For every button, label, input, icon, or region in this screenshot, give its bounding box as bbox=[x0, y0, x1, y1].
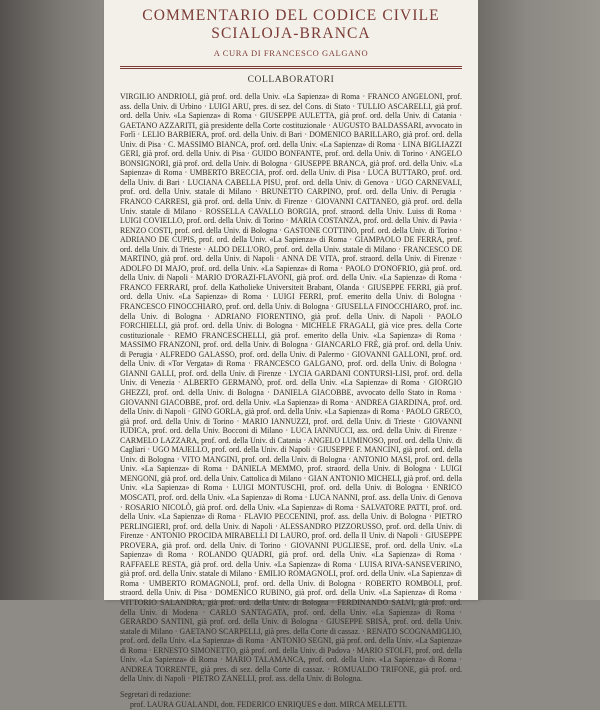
right-background bbox=[478, 0, 600, 600]
collaborators-list: VIRGILIO ANDRIOLI, già prof. ord. della Univ. «La Sapienza» di Roma · FRANCO ANGELONI, prof. ass. della Univ. di Urbino · LUIGI ARU, pres. di sez. del Cons. di Stato · TULLIO ASCARELLI, già prof. ord. della Univ. «La Sapienza» di Roma · GIUSEPPE AULETTA, già prof. ord. della Univ. di Catania · GAETANO AZZARITI, già presidente della Corte costituzionale · AUGUSTO BALDASSARI, avvocato in Forlì · LELIO BARBIERA, prof. ord. della Univ. di Bari · DOMENICO BARILLARO, già prof. ord. della Univ. di Pisa · C. MASSIMO BIANCA, prof. ord. della Univ. «La Sapienza» di Roma · LINA BIGLIAZZI GERI, già prof. ord. della Univ. di Pisa · GUIDO BONFANTE, prof. ord. della Univ. di Torino · ANGELO BONSIGNORI, già prof. ord. della Univ. di Bologna · GIUSEPPE BRANCA, già prof. ord. della Univ. «La Sapienza» di Roma · UMBERTO BRECCIA, prof. ord. della Univ. di Pisa · LUCA BUTTARO, prof. ord. della Univ. di Bari · LUCIANA CABELLA PISU, prof. ord. della Univ. di Genova · UGO CARNEVALI, prof. ord. della Univ. statale di Milano · BRUNETTO CARPINO, prof. ord. della Univ. di Perugia · FRANCO CARRESI, già prof. ord. della Univ. di Firenze · GIOVANNI CATTANEO, già prof. ord. della Univ. statale di Milano · ROSSELLA CAVALLO BORGIA, prof. straord. della Univ. Luiss di Roma · LUIGI COVIELLO, prof. ord. della Univ. di Torino · MARIA COSTANZA, prof. ord. della Univ. di Pavia · RENZO COSTI, prof. ord. della Univ. di Bologna · GASTONE COTTINO, prof. ord. della Univ. di Torino · ADRIANO DE CUPIS, prof. ord. della Univ. «La Sapienza» di Roma · GIAMPAOLO DE FERRA, prof. ord. della Univ. di Trieste · ALDO DELL'ORO, prof. ord. della Univ. statale di Milano · FRANCESCO DE MARTINO, già prof. ord. della Univ. di Napoli · ANNA DE VITA, prof. straord. della Univ. di Firenze · ADOLFO DI MAJO, prof. ord. della Univ. «La Sapienza» di Roma · PAOLO D'ONOFRIO, già prof. ord. della Univ. di Napoli · MARIO D'ORAZI-FLAVONI, già prof. ord. della Univ. «La Sapienza» di Roma · FRANCO FERRARI, prof. della Katholieke Universiteit Brabant, Olanda · GIUSEPPE FERRI, già prof. ord. della Univ. «La Sapienza» di Roma · LUIGI FERRI, prof. emerito della Univ. di Bologna · FRANCESCO FINOCCHIARO, prof. ord. della Univ. di Bologna · GIUSELLA FINOCCHIARO, prof. inc. della Univ. di Bologna · ADRIANO FIORENTINO, già prof. della Univ. di Napoli · PAOLO FORCHIELLI, già prof. ord. della Univ. di Bologna · MICHELE FRAGALI, già vice pres. della Corte costituzionale · REMO FRANCESCHELLI, già prof. emerito della Univ. «La Sapienza» di Roma · MASSIMO FRANZONI, prof. ord. della Univ. di Bologna · GIANCARLO FRÈ, già prof. ord. della Univ. di Perugia · ALFREDO GALASSO, prof. ord. della Univ. di Palermo · GIOVANNI GALLONI, prof. ord. della Univ. di «Tor Vergata» di Roma · FRANCESCO GALGANO, prof. ord. della Univ. di Bologna · GIANNI GALLI, prof. ord. della Univ. di Firenze · LYCIA GARDANI CONTURSI-LISI, prof. ord. della Univ. di Venezia · ALBERTO GERMANÒ, prof. ord. della Univ. «La Sapienza» di Roma · GIORGIO GHEZZI, prof. ord. della Univ. di Bologna · DANIELA GIACOBBE, avvocato dello Stato in Roma · GIOVANNI GIACOBBE, prof. ord. della Univ. «La Sapienza» di Roma · ANDREA GIARDINA, prof. ord. della Univ. di Napoli · GINO GORLA, già prof. ord. della Univ. «La Sapienza» di Roma · PAOLO GRECO, già prof. ord. della Univ. di Torino · MARIO IANNUZZI, prof. ord. della Univ. di Trieste · GIOVANNI IUDICA, prof. ord. della Univ. Bocconi di Milano · LUCA IANNUCCI, ass. ord. della Univ. di Firenze · CARMELO LAZZARA, prof. ord. della Univ. di Catania · ANGELO LUMINOSO, prof. ord. della Univ. di Cagliari · UGO MAJELLO, prof. ord. della Univ. di Napoli · GIUSEPPE F. MANCINI, già prof. ord. della Univ. di Bologna · VITO MANGINI, prof. ord. della Univ. di Bologna · ANTONIO MASI, prof. ord. della Univ. «La Sapienza» di Roma · DANIELA MEMMO, prof. straord. della Univ. di Bologna · LUIGI MENGONI, già prof. ord. della Univ. Cattolica di Milano · GIAN ANTONIO MICHELI, già prof. ord. della Univ. «La Sapienza» di Roma · LUIGI MONTUSCHI, prof. ord. della Univ. di Bologna · ENRICO MOSCATI, prof. ord. della Univ. «La Sapienza» di Roma · LUCA NANNI, prof. ass. della Univ. di Genova · ROSARIO NICOLÒ, già prof. ord. della Univ. «La Sapienza» di Roma · SALVATORE PATTI, prof. ord. della Univ. «La Sapienza» di Roma · FLAVIO PECCENINI, prof. ass. della Univ. di Bologna · PIETRO PERLINGIERI, prof. ord. della Univ. di Napoli · ALESSANDRO PIZZORUSSO, prof. ord. della Univ. di Firenze · ANTONIO PROCIDA MIRABELLI DI LAURO, prof. ord. della II Univ. di Napoli · GIUSEPPE PROVERA, già prof. ord. della Univ. di Torino · GIOVANNI PUGLIESE, prof. ord. della Univ. «La Sapienza» di Roma · ROLANDO QUADRI, già prof. ord. della Univ. «La Sapienza» di Roma · RAFFAELE RESTA, già prof. ord. della Univ. «La Sapienza» di Roma · LUISA RIVA-SANSEVERINO, già prof. ord. della Univ. statale di Milano · EMILIO ROMAGNOLI, prof. ord. della Univ. «La Sapienza» di Roma · UMBERTO ROMAGNOLI, prof. ord. della Univ. di Bologna · ROBERTO ROMBOLI, prof. straord. della Univ. di Pisa · DOMENICO RUBINO, già prof. ord. della Univ. «La Sapienza» di Roma · VITTORIO SALANDRA, già prof. ord. della Univ. di Bologna · FERDINANDO SALVI, già prof. ord. della Univ. di Modena · CARLO SANTAGATA, prof. ord. della Univ. «La Sapienza» di Roma · GERARDO SANTINI, già prof. ord. della Univ. di Bologna · GIUSEPPE SBISÀ, prof. ord. della Univ. statale di Milano · GAETANO SCARPELLI, già pres. della Corte di cassaz. · RENATO SCOGNAMIGLIO, prof. ord. della Univ. «La Sapienza» di Roma · ANTONIO SEGNI, già prof. ord. della Univ. «La Sapienza» di Roma · ERNESTO SIMONETTO, già prof. ord. della Univ. di Padova · MARIO STOLFI, prof. ord. della Univ. «La Sapienza» di Roma · MARIO TALAMANCA, prof. ord. della Univ. «La Sapienza» di Roma · ANDREA TORRENTE, già pres. di sez. della Corte di cassaz. · ROMUALDO TRIFONE, già prof. ord. della Univ. di Napoli · PIETRO ZANELLI, prof. ass. della Univ. di Bologna. bbox=[120, 92, 462, 684]
collaborators-heading: COLLABORATORI bbox=[247, 75, 335, 85]
title-line-1: COMMENTARIO DEL CODICE CIVILE bbox=[142, 7, 440, 24]
title-block bbox=[104, 0, 478, 58]
book-page bbox=[104, 0, 478, 709]
secretaries-names: prof. LAURA GUALANDI, dott. FEDERICO ENRIQUES e dott. MIRCA MELLETTI. bbox=[130, 699, 408, 709]
title-line-2: SCIALOJA-BRANCA bbox=[211, 25, 371, 42]
editor-subtitle: A CURA DI FRANCESCO GALGANO bbox=[213, 48, 369, 58]
secretaries-block bbox=[120, 690, 462, 710]
left-background bbox=[0, 0, 104, 600]
title-rule-thin bbox=[120, 68, 462, 69]
secretaries-label: Segretari di redazione: bbox=[120, 689, 191, 699]
title-rule bbox=[120, 66, 462, 67]
